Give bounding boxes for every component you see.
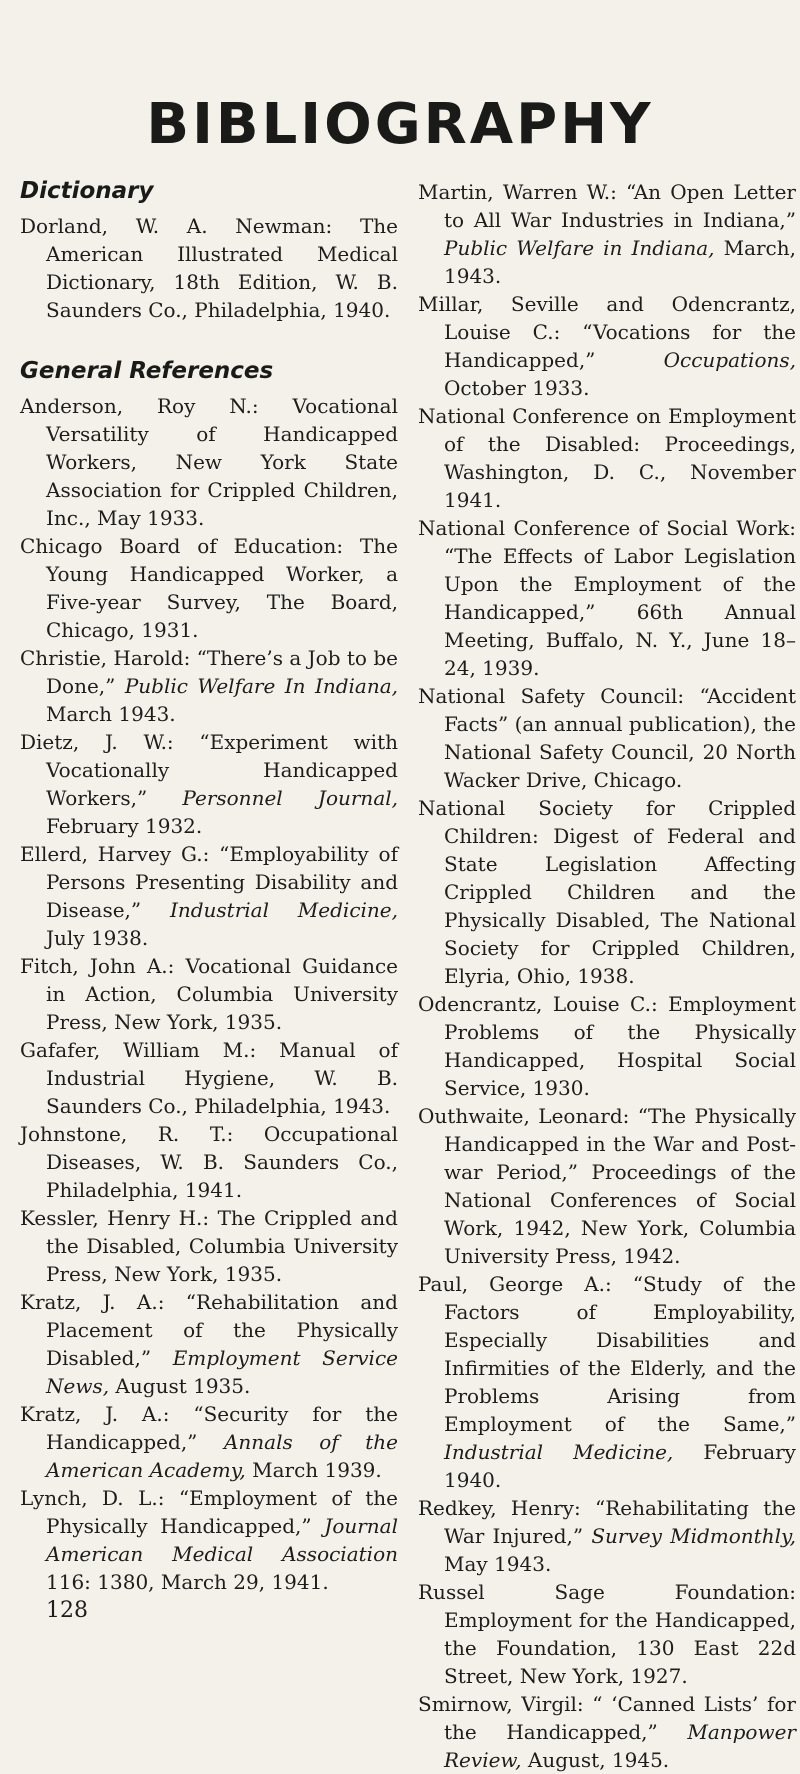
bibliography-entry [20,1400,398,1484]
entry-text: Dietz, J. W.: “Experiment with Vocationally Handicapped Workers,” [20,730,398,810]
entry-publication-title: Annals of the American Academy, [46,1430,398,1482]
entry-text: Russel Sage Foundation: Employment for the Handicapped, the Foundation, 130 East 22d Street, New York, 1927. [418,1580,796,1688]
entry-text: National Conference of Social Work: “The Effects of Labor Legislation Upon the Employment of the Handicapped,” 66th Annual Meeting, Buffalo, N. Y., June 18–24, 1939. [418,516,796,680]
bibliography-entry [418,1102,796,1270]
entry-text: Chicago Board of Education: The Young Handicapped Worker, a Five-year Survey, The Board, Chicago, 1931. [20,534,398,642]
entry-text: Kratz, J. A.: “Rehabilitation and Placement of the Physically Disabled,” [20,1290,398,1370]
entry-date: March, 1943. [444,236,796,288]
entry-text: Dorland, W. A. Newman: The American Illustrated Medical Dictionary, 18th Edition, W. B. Saunders Co., Philadelphia, 1940. [20,214,398,322]
bibliography-entry [418,682,796,794]
bibliography-entry [20,392,398,532]
bibliography-entry [20,1204,398,1288]
entry-publication-title: Public Welfare In Indiana, [124,674,399,698]
bibliography-entry [20,1484,398,1596]
entry-text: Kessler, Henry H.: The Crippled and the Disabled, Columbia University Press, New York, 1935. [20,1206,398,1286]
entry-text: Millar, Seville and Odencrantz, Louise C.: “Vocations for the Handicapped,” [418,292,796,372]
entry-publication-title: Journal American Medical Association [46,1514,398,1566]
bibliography-entry [418,1578,796,1690]
entry-publication-title: Survey Midmonthly, [591,1524,796,1548]
bibliography-entry [20,728,398,840]
bibliography-entry [418,1270,796,1494]
entry-text: Paul, George A.: “Study of the Factors of Employability, Especially Disabilities and Infirmities of the Elderly, and the Problems Arising from Employment of the Same,” [418,1272,796,1436]
entry-text: Ellerd, Harvey G.: “Employability of Persons Presenting Disability and Disease,” [20,842,398,922]
entry-text: National Safety Council: “Accident Facts” (an annual publication), the National Safety Council, 20 North Wacker Drive, Chicago. [418,684,796,792]
page-number: 128 [46,1598,88,1623]
bibliography-entry [418,990,796,1102]
entry-publication-title: Manpower Review, [444,1720,796,1772]
bibliography-entry [20,644,398,728]
entry-text: Johnstone, R. T.: Occupational Diseases, W. B. Saunders Co., Philadelphia, 1941. [20,1122,398,1202]
left-column [20,176,398,1623]
entry-publication-title: Industrial Medicine, [169,898,398,922]
right-column [418,178,796,1774]
entry-date: March 1943. [46,702,176,726]
entry-date: July 1938. [46,926,149,950]
bibliography-entry [418,1494,796,1578]
right-column-entries [418,178,796,1774]
entry-date: May 1943. [444,1552,552,1576]
entry-date: August 1935. [109,1374,251,1398]
entry-text: Odencrantz, Louise C.: Employment Problems of the Physically Handicapped, Hospital Social Service, 1930. [418,992,796,1100]
general-reference-entries [20,392,398,1596]
bibliography-entry [418,290,796,402]
entry-text: Gafafer, William M.: Manual of Industrial Hygiene, W. B. Saunders Co., Philadelphia, 1943. [20,1038,398,1118]
entry-text: National Society for Crippled Children: Digest of Federal and State Legislation Affecting Crippled Children and the Physically Disabled, The National Society for Crippled Children, Elyria, Ohio, 1938. [418,796,796,988]
bibliography-entry [20,1036,398,1120]
entry-date: 116: 1380, March 29, 1941. [46,1570,329,1594]
dictionary-entries [20,212,398,324]
entry-text: Redkey, Henry: “Rehabilitating the War Injured,” [418,1496,796,1548]
entry-publication-title: Industrial Medicine, [444,1440,674,1464]
bibliography-entry [20,212,398,324]
page-title: BIBLIOGRAPHY [146,92,654,157]
bibliography-entry [20,1288,398,1400]
entry-text: Anderson, Roy N.: Vocational Versatility of Handicapped Workers, New York State Association for Crippled Children, Inc., May 1933. [20,394,398,530]
entry-text: Smirnow, Virgil: “ ‘Canned Lists’ for the Handicapped,” [418,1692,796,1744]
entry-date: August, 1945. [521,1748,670,1772]
bibliography-entry [418,1690,796,1774]
entry-publication-title: Occupations, [663,348,796,372]
entry-text: Christie, Harold: “There’s a Job to be Done,” [20,646,398,698]
entry-date: February 1940. [444,1440,796,1492]
bibliography-entry [418,178,796,290]
bibliography-entry [418,794,796,990]
entry-text: Fitch, John A.: Vocational Guidance in Action, Columbia University Press, New York, 1935. [20,954,398,1034]
entry-date: October 1933. [444,376,590,400]
bibliography-entry [20,840,398,952]
bibliography-entry [20,1120,398,1204]
entry-text: National Conference on Employment of the Disabled: Proceedings, Washington, D. C., November 1941. [418,404,796,512]
entry-date: February 1932. [46,814,203,838]
bibliography-entry [20,532,398,644]
bibliography-entry [418,514,796,682]
entry-text: Kratz, J. A.: “Security for the Handicapped,” [20,1402,398,1454]
entry-text: Lynch, D. L.: “Employment of the Physically Handicapped,” [20,1486,398,1538]
bibliography-entry [418,402,796,514]
entry-date: March 1939. [245,1458,382,1482]
section-heading-general-references: General References [20,358,274,384]
entry-publication-title: Employment Service News, [46,1346,398,1398]
entry-publication-title: Public Welfare in Indiana, [444,236,715,260]
entry-text: Martin, Warren W.: “An Open Letter to All War Industries in Indiana,” [418,180,796,232]
section-heading-dictionary: Dictionary [20,178,154,204]
entry-text: Outhwaite, Leonard: “The Physically Handicapped in the War and Post-war Period,” Proceedings of the National Conferences of Social Work, 1942, New York, Columbia University Press, 1942. [418,1104,796,1268]
entry-publication-title: Personnel Journal, [182,786,398,810]
bibliography-entry [20,952,398,1036]
